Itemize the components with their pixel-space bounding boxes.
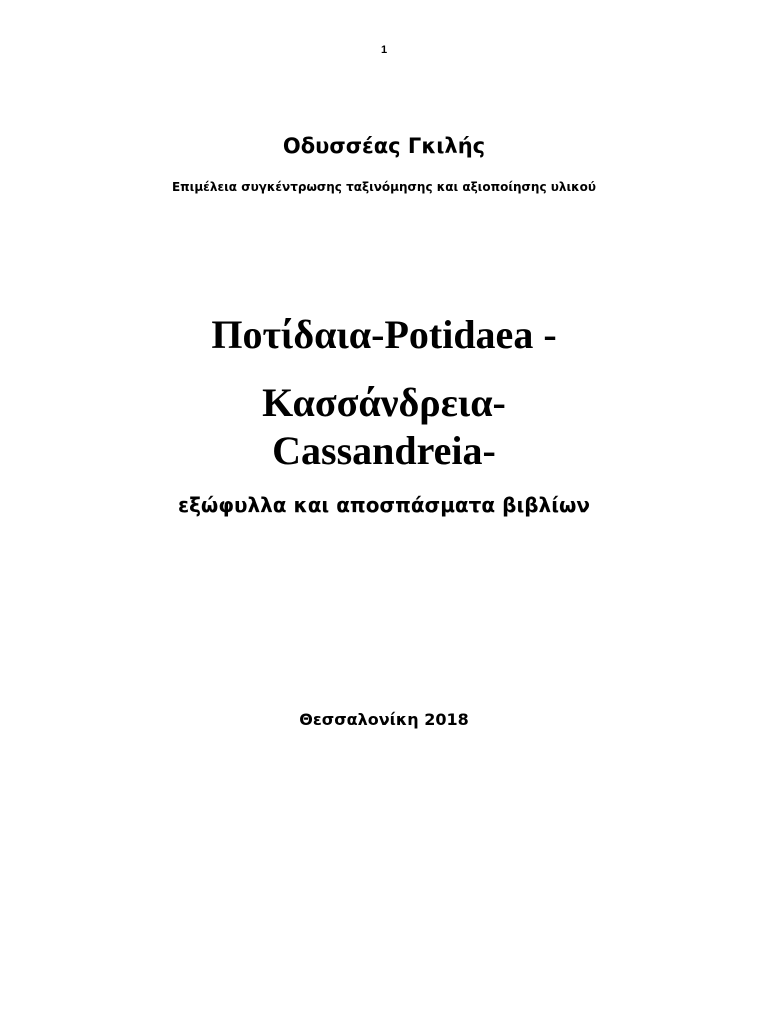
editor-role-line: Επιμέλεια συγκέντρωσης ταξινόμησης και αξιοποίησης υλικού [171, 180, 596, 194]
title-line-2: Κασσάνδρεια- [262, 380, 506, 425]
place-and-year: Θεσσαλονίκη 2018 [299, 710, 469, 729]
document-subtitle: εξώφυλλα και αποσπάσματα βιβλίων [177, 493, 591, 517]
title-line-1: Ποτίδαια-Potidaea - [211, 312, 557, 357]
page-number: 1 [380, 44, 388, 56]
title-line-3: Cassandreia- [272, 428, 496, 473]
author-name: Οδυσσέας Γκιλής [282, 134, 486, 158]
